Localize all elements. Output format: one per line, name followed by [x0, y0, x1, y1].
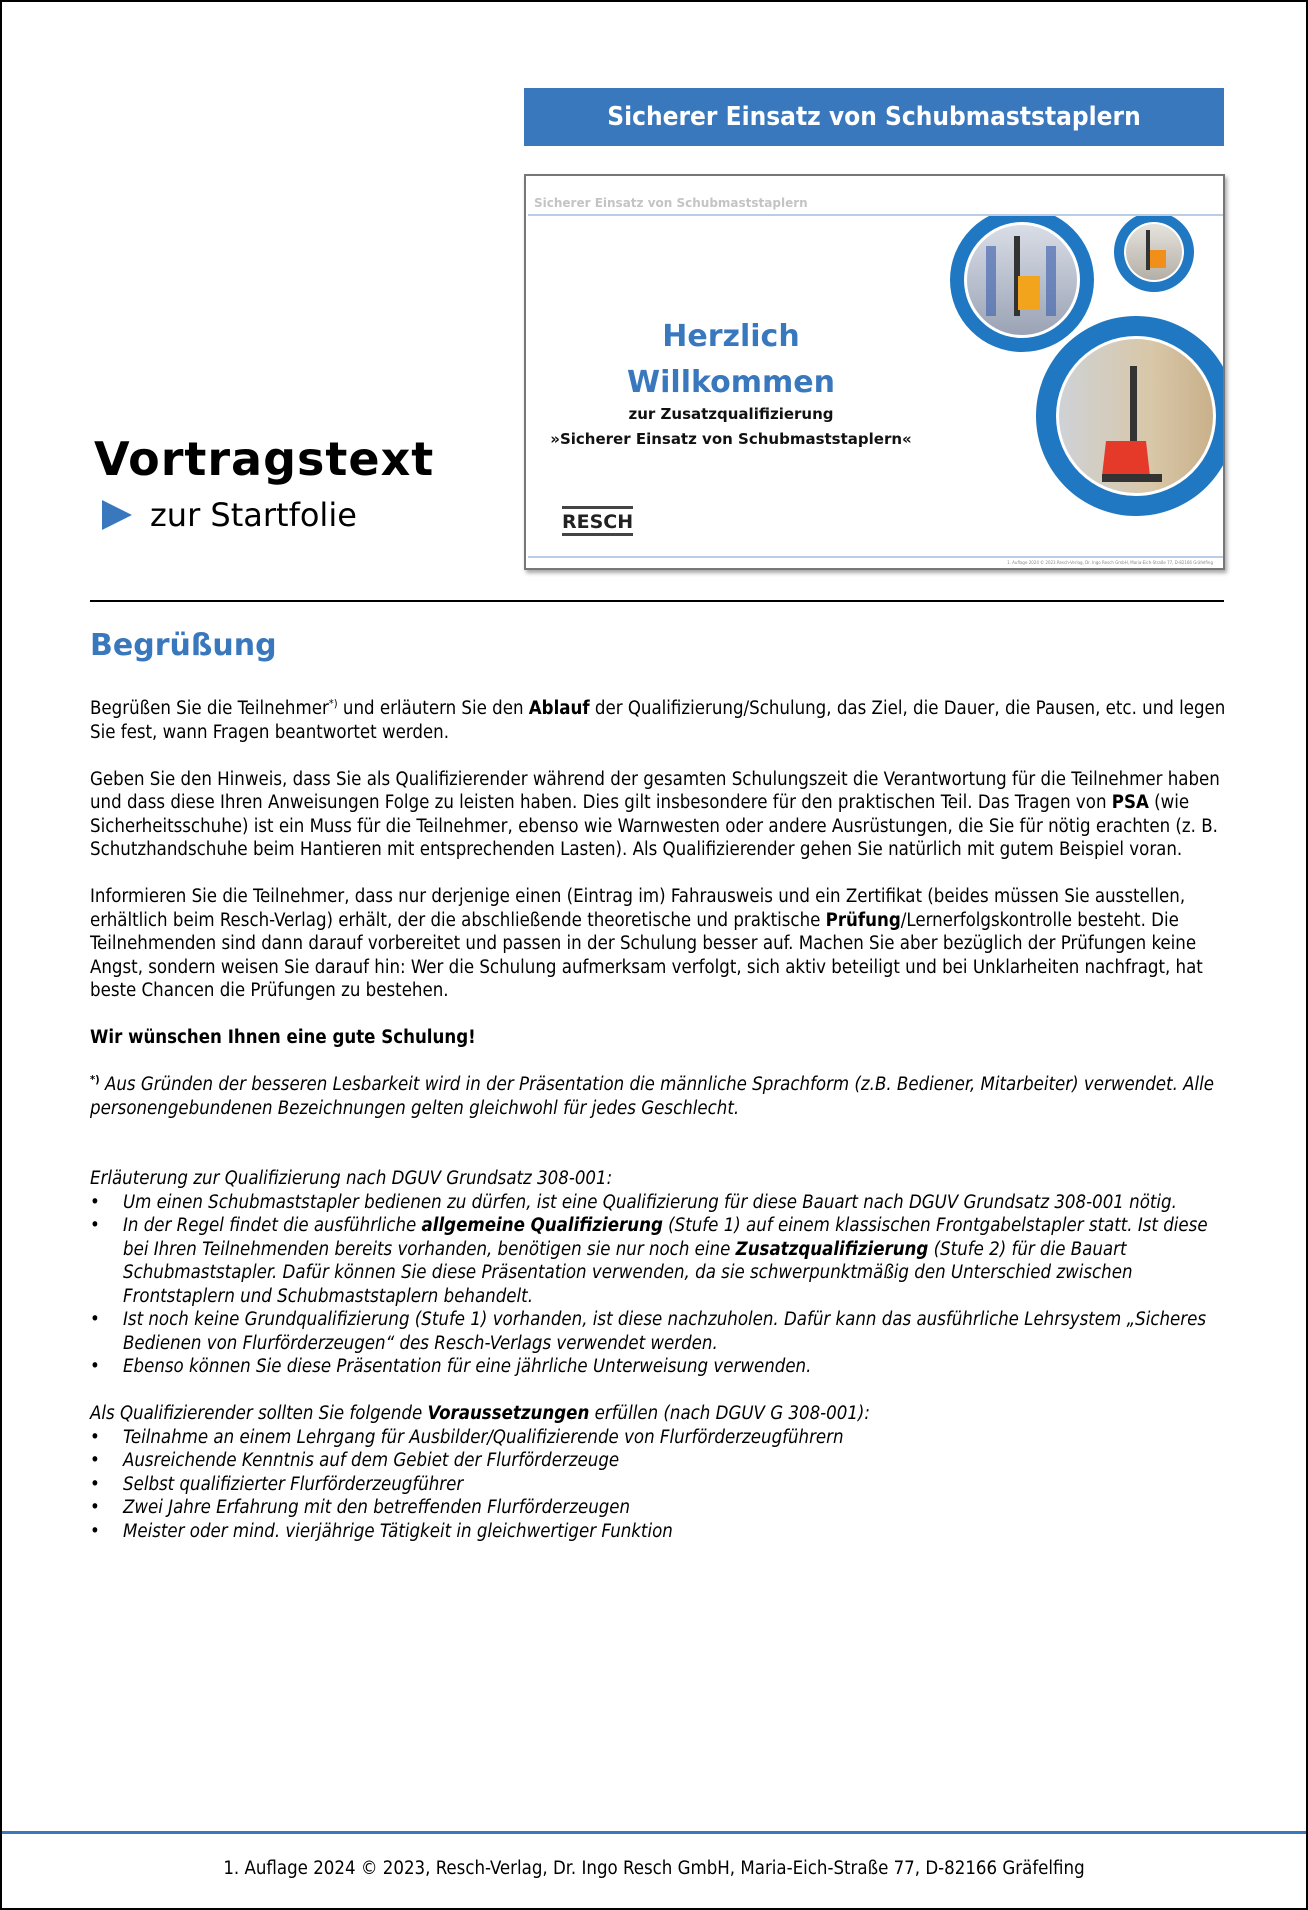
footnote: *) Aus Gründen der besseren Lesbarkeit wird in der Präsentation die männliche Sprachform (z.B. Bediener, Mitarbeiter) verwendet. Alle personengebundenen Bezeichnungen gelten gleichwohl für jedes Geschlecht. — [90, 1073, 1215, 1119]
section-heading: Begrüßung — [90, 628, 277, 663]
list-item: • Meister oder mind. vierjährige Tätigkeit in gleichwertiger Funktion — [90, 1520, 1230, 1544]
footnote-mark: *) — [90, 1073, 100, 1086]
footer-divider — [2, 1831, 1306, 1834]
slide-footer-divider — [528, 556, 1223, 558]
play-triangle-icon — [102, 500, 132, 530]
slide-subtitle-line-1: zur Zusatzqualifizierung — [628, 405, 834, 423]
paragraph-greeting: Begrüßen Sie die Teilnehmer*) und erläutern Sie den Ablauf der Qualifizierung/Schulung, das Ziel, die Dauer, die Pausen, etc. und legen Sie fest, wann Fragen beantwortet werden. — [90, 697, 1226, 743]
slide-footer: 1. Auflage 2024 © 2023 Resch-Verlag, Dr. Ingo Resch GmbH, Maria-Eich-Straße 77, D-82166 Gräfelfing — [1007, 560, 1213, 565]
slide-header: Sicherer Einsatz von Schubmaststaplern — [534, 196, 808, 210]
forklift-photo-circles — [926, 216, 1225, 546]
list-item: • Ausreichende Kenntnis auf dem Gebiet der Flurförderzeuge — [90, 1449, 1230, 1473]
list-item: • Zwei Jahre Erfahrung mit den betreffenden Flurförderzeugen — [90, 1496, 1230, 1520]
slide-subtitle — [536, 402, 926, 452]
explanation-heading: Erläuterung zur Qualifizierung nach DGUV Grundsatz 308-001: — [90, 1168, 613, 1189]
slide-thumbnail — [524, 174, 1225, 570]
slide-welcome-title — [546, 314, 916, 406]
document-subtitle — [102, 496, 357, 534]
banner-title: Sicherer Einsatz von Schubmaststaplern — [607, 102, 1141, 132]
footnote-reference: *) — [328, 697, 338, 710]
page-footer: 1. Auflage 2024 © 2023, Resch-Verlag, Dr. Ingo Resch GmbH, Maria-Eich-Straße 77, D-82166 Gräfelfing — [223, 1858, 1085, 1879]
resch-logo: RESCH — [562, 506, 633, 536]
slide-subtitle-line-2: »Sicherer Einsatz von Schubmaststaplern« — [550, 430, 912, 448]
list-item: • Ist noch keine Grundqualifizierung (Stufe 1) vorhanden, ist diese nachzuholen. Dafür kann das ausführliche Lehrsystem „Sicheres Bedienen von Flurförderzeugen“ des Resch-Verlags verwendet werden. — [90, 1308, 1230, 1355]
presentation-title-banner — [524, 88, 1224, 146]
horizontal-divider — [90, 600, 1224, 602]
paragraph-certificate: Informieren Sie die Teilnehmer, dass nur derjenige einen (Eintrag im) Fahrausweis und ein Zertifikat (beides müssen Sie ausstellen, erhältlich beim Resch-Verlag) erhält, der die abschließende theoretische und praktische Prüfung/Lernerfolgskontrolle besteht. Die Teilnehmenden sind dann darauf vorbereitet und passen in der Schulung besser auf. Machen Sie aber bezüglich der Prüfungen keine Angst, sondern weisen Sie darauf hin: Wer die Schulung aufmerksam verfolgt, sich aktiv beteiligt und bei Unklarheiten nachfragt, hat beste Chancen die Prüfungen zu bestehen. — [90, 886, 1203, 1001]
list-item: • In der Regel findet die ausführliche allgemeine Qualifizierung (Stufe 1) auf einem klassischen Frontgabelstapler statt. Ist diese bei Ihren Teilnehmenden bereits vorhanden, benötigen sie nur noch eine Zusatzqualifizierung (Stufe 2) für die Bauart Schubmaststapler. Dafür können Sie diese Präsentation verwenden, da sie schwerpunktmäßig den Unterschied zwischen Frontstaplern und Schubmaststaplern behandelt. — [90, 1214, 1230, 1308]
list-item: • Teilnahme an einem Lehrgang für Ausbilder/Qualifizierende von Flurförderzeugführern — [90, 1426, 1230, 1450]
list-item: • Ebenso können Sie diese Präsentation für eine jährliche Unterweisung verwenden. — [90, 1355, 1230, 1379]
document-title: Vortragstext — [94, 432, 435, 486]
slide-title-line-2: Willkommen — [627, 365, 835, 400]
subtitle-text: zur Startfolie — [150, 496, 357, 534]
closing-wish: Wir wünschen Ihnen eine gute Schulung! — [90, 1027, 476, 1048]
explanation-list — [90, 1191, 1230, 1379]
slide-title-line-1: Herzlich — [662, 319, 800, 354]
requirements-list — [90, 1426, 1230, 1544]
requirements-heading: Als Qualifizierender sollten Sie folgende Voraussetzungen erfüllen (nach DGUV G 308-001): — [90, 1403, 871, 1424]
list-item: • Um einen Schubmaststapler bedienen zu dürfen, ist eine Qualifizierung für diese Bauart nach DGUV Grundsatz 308-001 nötig. — [90, 1191, 1230, 1215]
paragraph-responsibility: Geben Sie den Hinweis, dass Sie als Qualifizierender während der gesamten Schulungszeit die Verantwortung für die Teilnehmer haben und dass diese Ihren Anweisungen Folge zu leisten haben. Dies gilt insbesondere für den praktischen Teil. Das Tragen von PSA (wie Sicherheitsschuhe) ist ein Muss für die Teilnehmer, ebenso wie Warnwesten oder andere Ausrüstungen, die Sie für nötig erachten (z. B. Schutzhandschuhe beim Hantieren mit entsprechenden Lasten). Als Qualifizierender gehen Sie natürlich mit gutem Beispiel voran. — [90, 768, 1220, 860]
lecture-text — [90, 697, 1230, 1543]
list-item: • Selbst qualifizierter Flurförderzeugführer — [90, 1473, 1230, 1497]
